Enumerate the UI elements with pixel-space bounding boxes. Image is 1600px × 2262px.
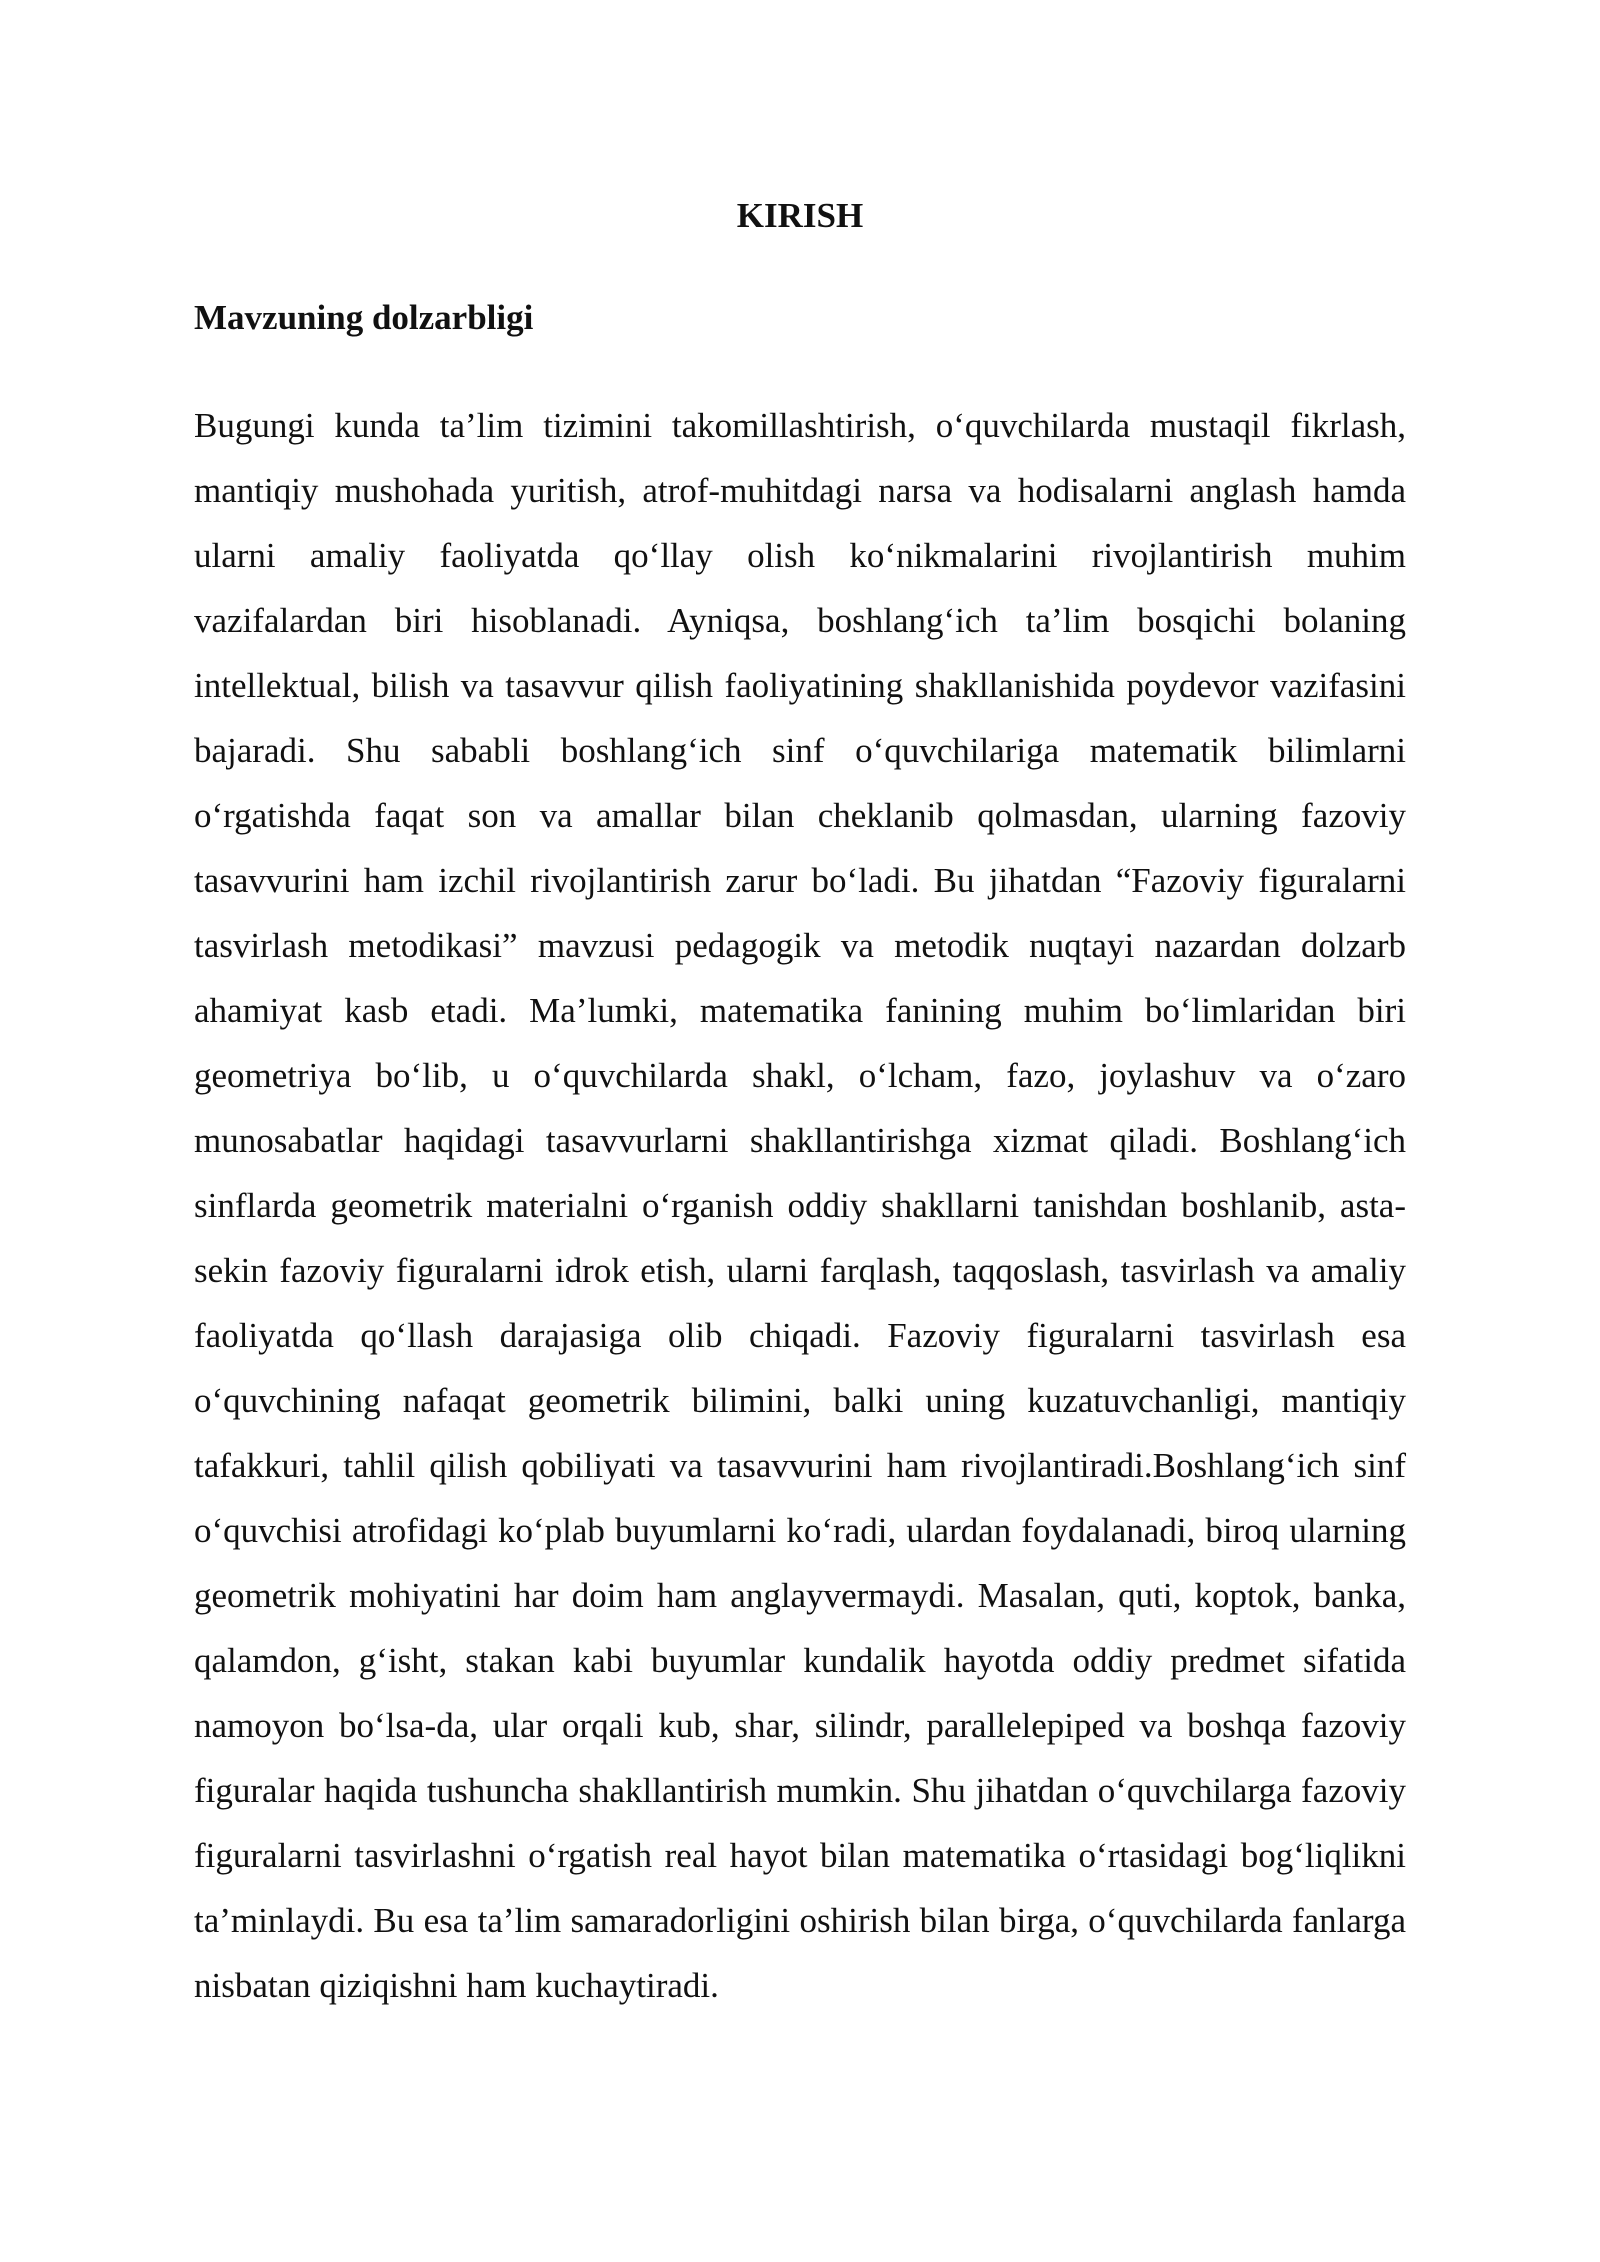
section-heading: Mavzuning dolzarbligi [194,298,534,337]
document-content [194,186,1406,2018]
document-title: KIRISH [736,196,864,235]
body-paragraph: Bugungi kunda ta’lim tizimini takomillashtirish, o‘quvchilarda mustaqil fikrlash, mantiqiy mushohada yuritish, atrof-muhitdagi narsa va hodisalarni anglash hamda ularni amaliy faoliyatda qo‘llay olish ko‘nikmalarini rivojlantirish muhim vazifalardan biri hisoblanadi. Ayniqsa, boshlang‘ich ta’lim bosqichi bolaning intellektual, bilish va tasavvur qilish faoliyatining shakllanishida poydevor vazifasini bajaradi. Shu sababli boshlang‘ich sinf o‘quvchilariga matematik bilimlarni o‘rgatishda faqat son va amallar bilan cheklanib qolmasdan, ularning fazoviy tasavvurini ham izchil rivojlantirish zarur bo‘ladi. Bu jihatdan “Fazoviy figuralarni tasvirlash metodikasi” mavzusi pedagogik va metodik nuqtayi nazardan dolzarb ahamiyat kasb etadi. Ma’lumki, matematika fanining muhim bo‘limlaridan biri geometriya bo‘lib, u o‘quvchilarda shakl, o‘lcham, fazo, joylashuv va o‘zaro munosabatlar haqidagi tasavvurlarni shakllantirishga xizmat qiladi. Boshlang‘ich sinflarda geometrik materialni o‘rganish oddiy shakllarni tanishdan boshlanib, asta-sekin fazoviy figuralarni idrok etish, ularni farqlash, taqqoslash, tasvirlash va amaliy faoliyatda qo‘llash darajasiga olib chiqadi. Fazoviy figuralarni tasvirlash esa o‘quvchining nafaqat geometrik bilimini, balki uning kuzatuvchanligi, mantiqiy tafakkuri, tahlil qilish qobiliyati va tasavvurini ham rivojlantiradi.Boshlang‘ich sinf o‘quvchisi atrofidagi ko‘plab buyumlarni ko‘radi, ulardan foydalanadi, biroq ularning geometrik mohiyatini har doim ham anglayvermaydi. Masalan, quti, koptok, banka, qalamdon, g‘isht, stakan kabi buyumlar kundalik hayotda oddiy predmet sifatida namoyon bo‘lsa-da, ular orqali kub, shar, silindr, parallelepiped va boshqa fazoviy figuralar haqida tushuncha shakllantirish mumkin. Shu jihatdan o‘quvchilarga fazoviy figuralarni tasvirlashni o‘rgatish real hayot bilan matematika o‘rtasidagi bog‘liqlikni ta’minlaydi. Bu esa ta’lim samaradorligini oshirish bilan birga, o‘quvchilarda fanlarga nisbatan qiziqishni ham kuchaytiradi. [194,406,1406,2005]
